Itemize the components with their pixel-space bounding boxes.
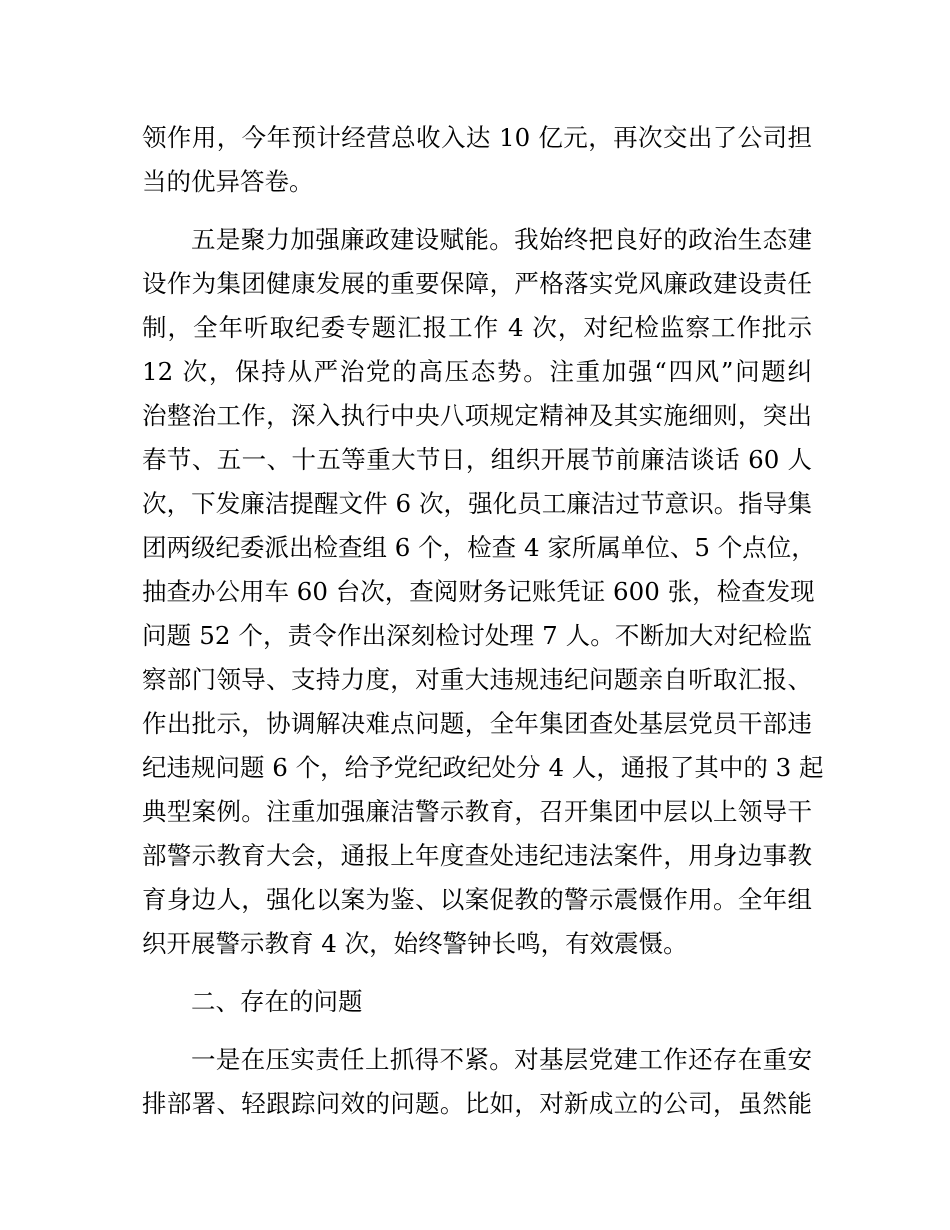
- paragraph-heading-line: 一是在压实责任上抓得不紧。对基层党建工作还存在重安: [191, 1045, 812, 1074]
- text-line: 典型案例。注重加强廉洁警示教育，召开集团中层以上领导干: [142, 797, 812, 826]
- text-line: 纪违规问题 6 个，给予党纪政纪处分 4 人，通报了其中的 3 起: [142, 753, 824, 782]
- text-line: 治整治工作，深入执行中央八项规定精神及其实施细则，突出: [142, 401, 812, 430]
- text-line: 作出批示，协调解决难点问题，全年集团查处基层党员干部违: [142, 709, 812, 738]
- text-line: 团两级纪委派出检查组 6 个，检查 4 家所属单位、5 个点位，: [142, 533, 816, 562]
- text-line: 抽查办公用车 60 台次，查阅财务记账凭证 600 张，检查发现: [142, 577, 815, 606]
- text-line: 问题 52 个，责令作出深刻检讨处理 7 人。不断加大对纪检监: [142, 621, 812, 650]
- paragraph-heading-line: 五是聚力加强廉政建设赋能。我始终把良好的政治生态建: [191, 225, 812, 254]
- text-line: 察部门领导、支持力度，对重大违规违纪问题亲自听取汇报、: [142, 665, 812, 694]
- text-line: 制，全年听取纪委专题汇报工作 4 次，对纪检监察工作批示: [142, 313, 812, 342]
- text-line: 育身边人，强化以案为鉴、以案促教的警示震慑作用。全年组: [142, 885, 812, 914]
- text-line: 部警示教育大会，通报上年度查处违纪违法案件，用身边事教: [142, 841, 812, 870]
- text-line: 织开展警示教育 4 次，始终警钟长鸣，有效震慑。: [142, 929, 688, 958]
- text-line: 排部署、轻跟踪问效的问题。比如，对新成立的公司，虽然能: [142, 1089, 812, 1118]
- text-line: 设作为集团健康发展的重要保障，严格落实党风廉政建设责任: [142, 269, 812, 298]
- text-line: 次，下发廉洁提醒文件 6 次，强化员工廉洁过节意识。指导集: [142, 489, 812, 518]
- text-line: 12 次，保持从严治党的高压态势。注重加强“四风”问题纠: [142, 357, 812, 386]
- text-line: 春节、五一、十五等重大节日，组织开展节前廉洁谈话 60 人: [142, 445, 812, 474]
- text-line: 领作用，今年预计经营总收入达 10 亿元，再次交出了公司担: [142, 123, 812, 152]
- section-heading: 二、存在的问题: [191, 987, 363, 1016]
- text-line: 当的优异答卷。: [142, 167, 314, 196]
